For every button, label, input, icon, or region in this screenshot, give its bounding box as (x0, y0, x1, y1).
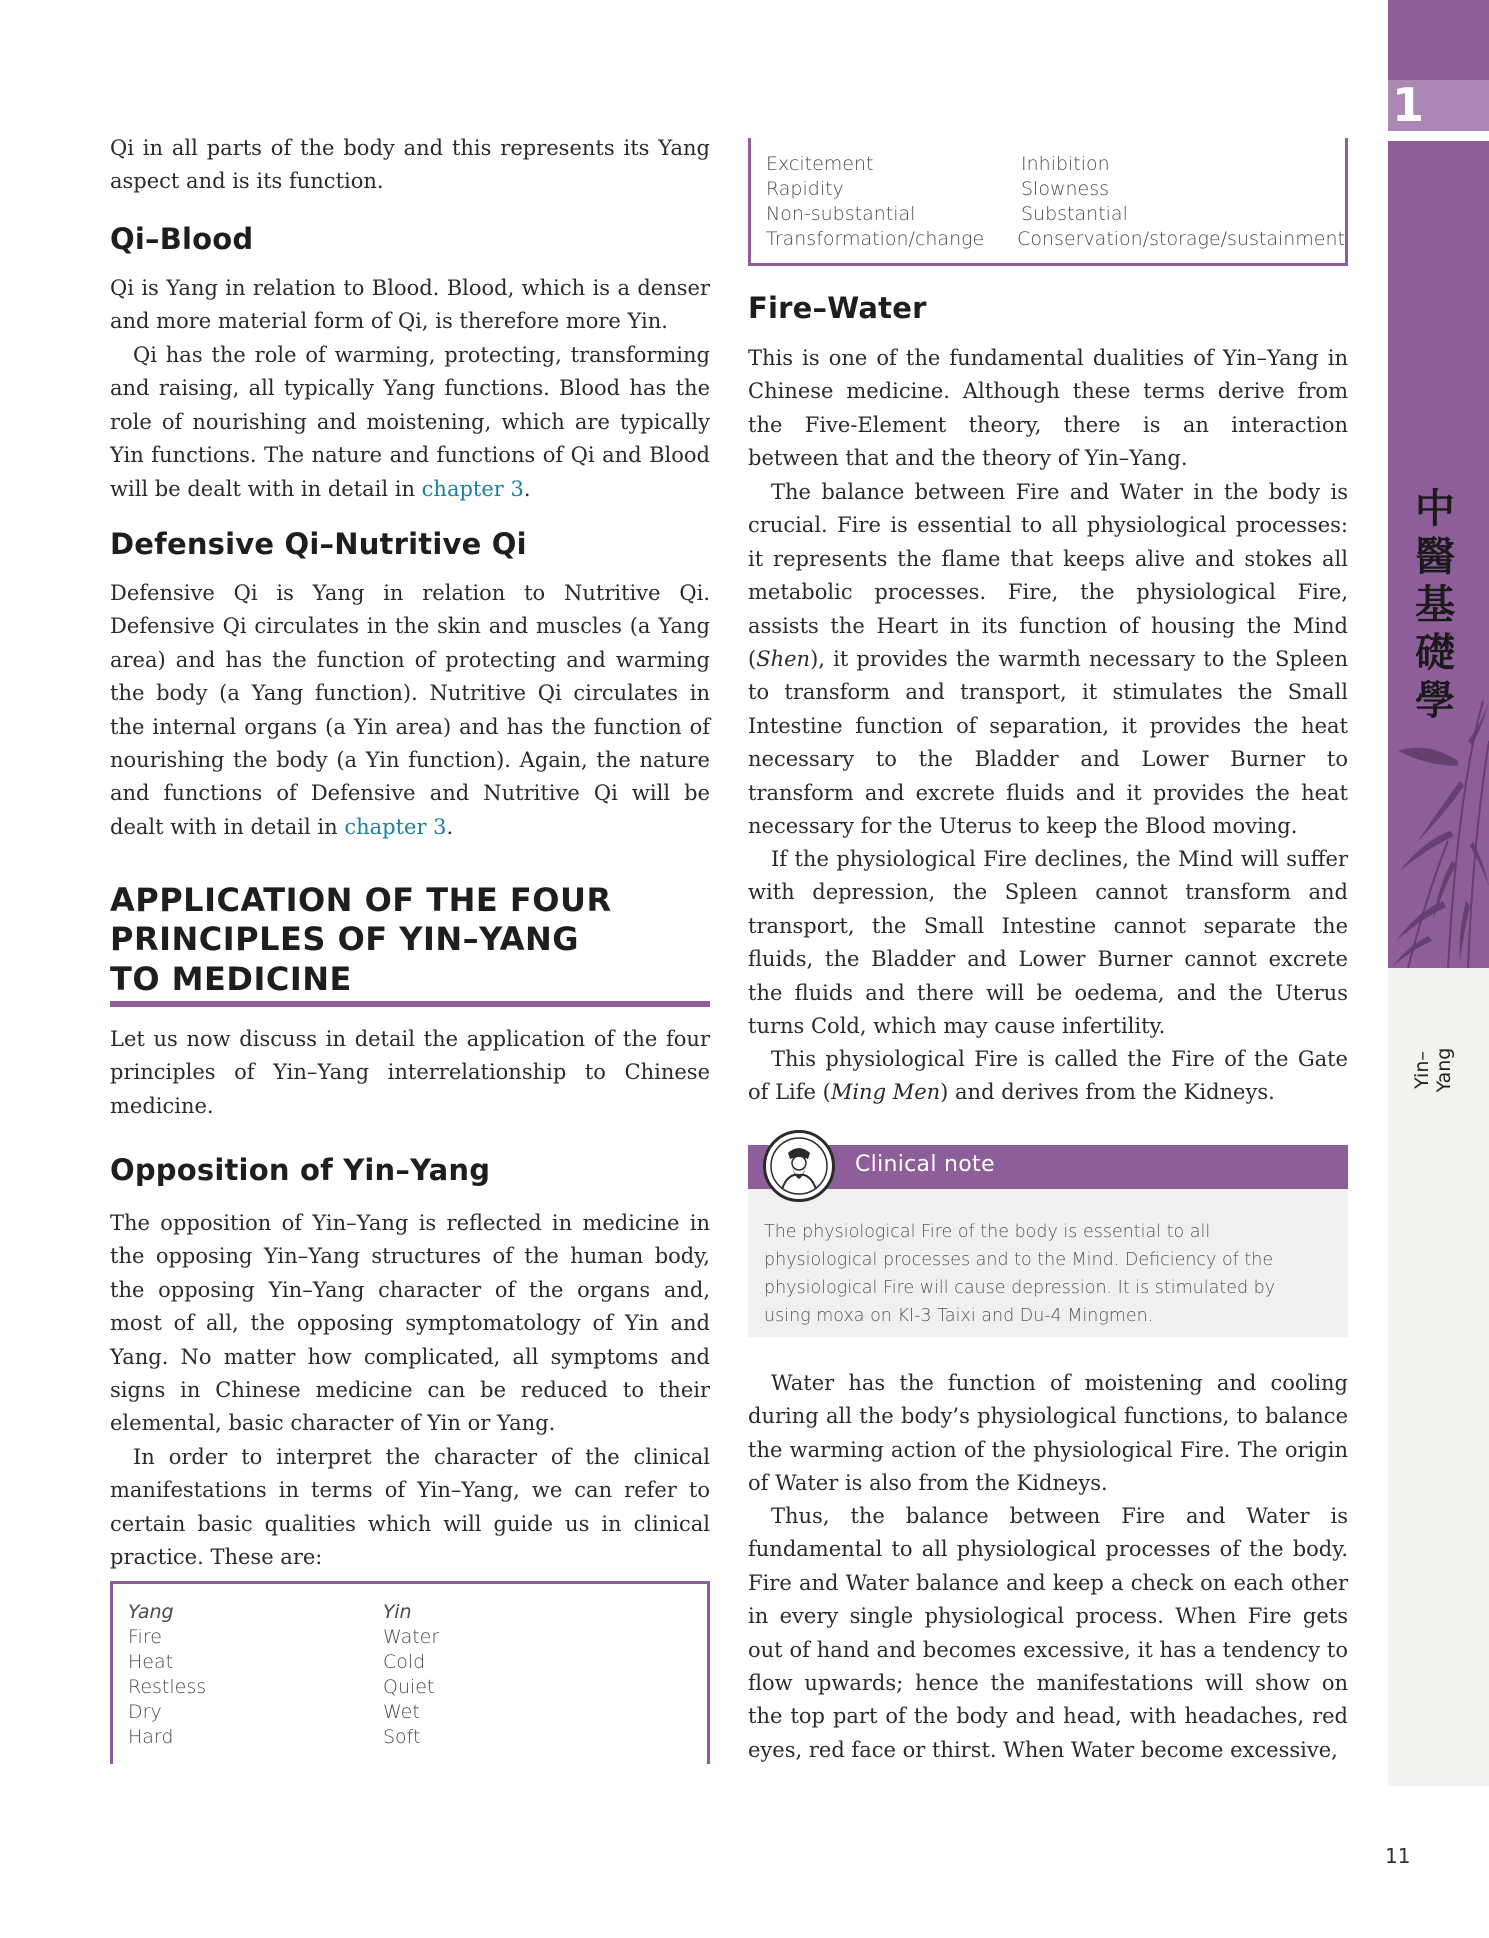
section-tab-label: Yin–Yang (1411, 1047, 1455, 1093)
table-cell-yin: Inhibition (1021, 153, 1110, 175)
heading-line-3: TO MEDICINE (110, 959, 352, 998)
table-cell-yang: Dry (128, 1701, 162, 1723)
defensive-p1-text: Defensive Qi is Yang in relation to Nutritive Qi. Defensive Qi circulates in the skin and muscles (a Yang area) and has the function of protecting and warming the body (a Yang function). Nutritive Qi circulates in the internal organs (a Yin area) and has the function of nourishing the body (a Yin function). Again, the nature and functions of Defensive and Nutritive Qi will be dealt with in detail in (110, 581, 710, 839)
balance-paragraph: Thus, the balance between Fire and Water is fundamental to all physiological processes of the body. Fire and Water balance and keep a check on each other in every single physiological process. When Fire gets out of hand and becomes excessive, it has a tendency to flow upwards; hence the manifestations will show on the top part of the body and head, with headaches, red eyes, red face or thirst. When Water become excessive, (748, 1504, 1348, 1762)
table-cell-yang: Non-substantial (766, 203, 916, 225)
side-tab-top (1388, 0, 1489, 80)
yin-yang-qualities-table (110, 1581, 710, 1764)
defensive-paragraph (110, 577, 710, 844)
clinical-note-text: The physiological Fire of the body is essential to all physiological processes and to the Mind. Deficiency of the physiological Fire will cause depression. It is stimulated by using moxa on KI-3 Taixi and Du-4 Mingmen. (764, 1222, 1276, 1326)
table-cell-yang: Excitement (766, 153, 874, 175)
table-cell-yin: Conservation/storage/sustainment (1017, 228, 1345, 250)
page-number: 11 (1385, 1844, 1411, 1868)
heading-opposition: Opposition of Yin–Yang (110, 1153, 491, 1187)
yang-column-header: Yang (128, 1601, 174, 1623)
heading-fire-water: Fire–Water (748, 291, 927, 325)
section-heading-application (110, 881, 710, 999)
table-cell-yin: Slowness (1021, 178, 1110, 200)
qi-blood-paragraph-1: Qi is Yang in relation to Blood. Blood, which is a denser and more material form of Qi, is therefore more Yin. (110, 276, 710, 334)
heading-qi-blood: Qi–Blood (110, 222, 254, 256)
fire-water-p2-text: The balance between Fire and Water in the body is crucial. Fire is essential to all physiological processes: it represents the flame that keeps alive and stokes all metabolic processes. Fire, the physiological Fire, assists the Heart in its function of housing the Mind ( (748, 480, 1348, 672)
chinese-title (1410, 485, 1460, 725)
table-row (128, 1625, 707, 1650)
qi-blood-p2-end: . (523, 476, 531, 501)
chapter-number-tab (1388, 80, 1489, 131)
qi-blood-paragraph-2 (110, 339, 710, 506)
chinese-character: 醫 (1415, 533, 1455, 580)
section-heading-rule (110, 1001, 710, 1007)
table-row (766, 202, 1345, 227)
chinese-character: 基 (1415, 581, 1455, 628)
clinical-note-title: Clinical note (855, 1152, 995, 1177)
opposition-paragraph-1: The opposition of Yin–Yang is reflected in medicine in the opposing Yin–Yang structures of the human body, the opposing Yin–Yang character of the organs and, most of all, the opposing symptomatology of Yin and Yang. No matter how complicated, all symptoms and signs in Chinese medicine can be reduced to their elemental, basic character of Yin or Yang. (110, 1211, 710, 1436)
table-cell-yin: Water (383, 1626, 440, 1648)
table-cell-yin: Cold (383, 1651, 426, 1673)
water-paragraph: Water has the function of moistening and cooling during all the body’s physiological functions, to balance the warming action of the physiological Fire. The origin of Water is also from the Kidneys. (748, 1371, 1348, 1496)
yin-yang-qualities-table-continued (748, 138, 1348, 266)
table-cell-yang: Rapidity (766, 178, 844, 200)
table-row (766, 177, 1345, 202)
opposition-paragraph-2: In order to interpret the character of the clinical manifestations in terms of Yin–Yang, we can refer to certain basic qualities which will guide us in clinical practice. These are: (110, 1445, 710, 1570)
table-header-row (128, 1600, 707, 1625)
chinese-character: 中 (1415, 485, 1455, 532)
intro-paragraph: Qi in all parts of the body and this represents its Yang aspect and is its function. (110, 136, 710, 194)
table-row (766, 227, 1345, 252)
fire-water-paragraph-3: If the physiological Fire declines, the Mind will suffer with depression, the Spleen cannot transform and transport, the Small Intestine cannot separate the fluids, the Bladder and Lower Burner cannot excrete the fluids and there will be oedema, and the Uterus turns Cold, which may cause infertility. (748, 847, 1348, 1039)
fire-water-paragraph-1: This is one of the fundamental dualities of Yin–Yang in Chinese medicine. Although these terms derive from the Five-Element theory, there is an interaction between that and the theory of Yin–Yang. (748, 346, 1348, 471)
table-cell-yin: Quiet (383, 1676, 435, 1698)
table-row (128, 1725, 707, 1750)
clinical-note-header (748, 1145, 1348, 1189)
heading-defensive-nutritive: Defensive Qi–Nutritive Qi (110, 527, 527, 561)
table-cell-yang: Hard (128, 1726, 174, 1748)
chapter-3-link-2[interactable]: chapter 3 (344, 814, 447, 839)
table-row (128, 1700, 707, 1725)
table-cell-yang: Restless (128, 1676, 207, 1698)
yin-column-header: Yin (383, 1601, 412, 1623)
heading-line-2: PRINCIPLES OF YIN–YANG (110, 920, 580, 959)
sage-portrait-icon (763, 1130, 835, 1202)
shen-term: Shen (756, 647, 811, 672)
chapter-3-link[interactable]: chapter 3 (421, 476, 524, 501)
table-cell-yin: Substantial (1021, 203, 1128, 225)
fire-water-p4-rest: ) and derives from the Kidneys. (940, 1080, 1275, 1105)
ming-men-term: Ming Men (830, 1080, 941, 1105)
fire-water-p4-text: This physiological Fire is called the Fire of the Gate of Life ( (748, 1047, 1348, 1105)
table-cell-yang: Fire (128, 1626, 162, 1648)
fire-water-p2-rest: ), it provides the warmth necessary to the Spleen to transform and transport, it stimulates the Small Intestine function of separation, it provides the heat necessary to the Bladder and Lower Burner to transform and excrete fluids and it provides the heat necessary for the Uterus to keep the Blood moving. (748, 647, 1348, 839)
table-cell-yang: Heat (128, 1651, 174, 1673)
application-paragraph: Let us now discuss in detail the application of the four principles of Yin–Yang interrelationship to Chinese medicine. (110, 1027, 710, 1118)
heading-line-1: APPLICATION OF THE FOUR (110, 881, 612, 919)
chinese-character: 學 (1415, 677, 1455, 724)
table-cell-yang: Transformation/change (766, 228, 985, 250)
fire-water-paragraph-4 (748, 1043, 1348, 1110)
fire-water-paragraph-2 (748, 476, 1348, 843)
table-cell-yin: Soft (383, 1726, 421, 1748)
table-cell-yin: Wet (383, 1701, 420, 1723)
table-row (766, 152, 1345, 177)
chapter-number: 1 (1392, 78, 1425, 132)
table-row (128, 1675, 707, 1700)
chinese-character: 礎 (1415, 629, 1455, 676)
table-row (128, 1650, 707, 1675)
qi-blood-p2-text: Qi has the role of warming, protecting, transforming and raising, all typically Yang functions. Blood has the role of nourishing and moistening, which are typically Yin functions. The nature and functions of Qi and Blood will be dealt with in detail in (110, 343, 710, 501)
defensive-p1-end: . (446, 814, 454, 839)
